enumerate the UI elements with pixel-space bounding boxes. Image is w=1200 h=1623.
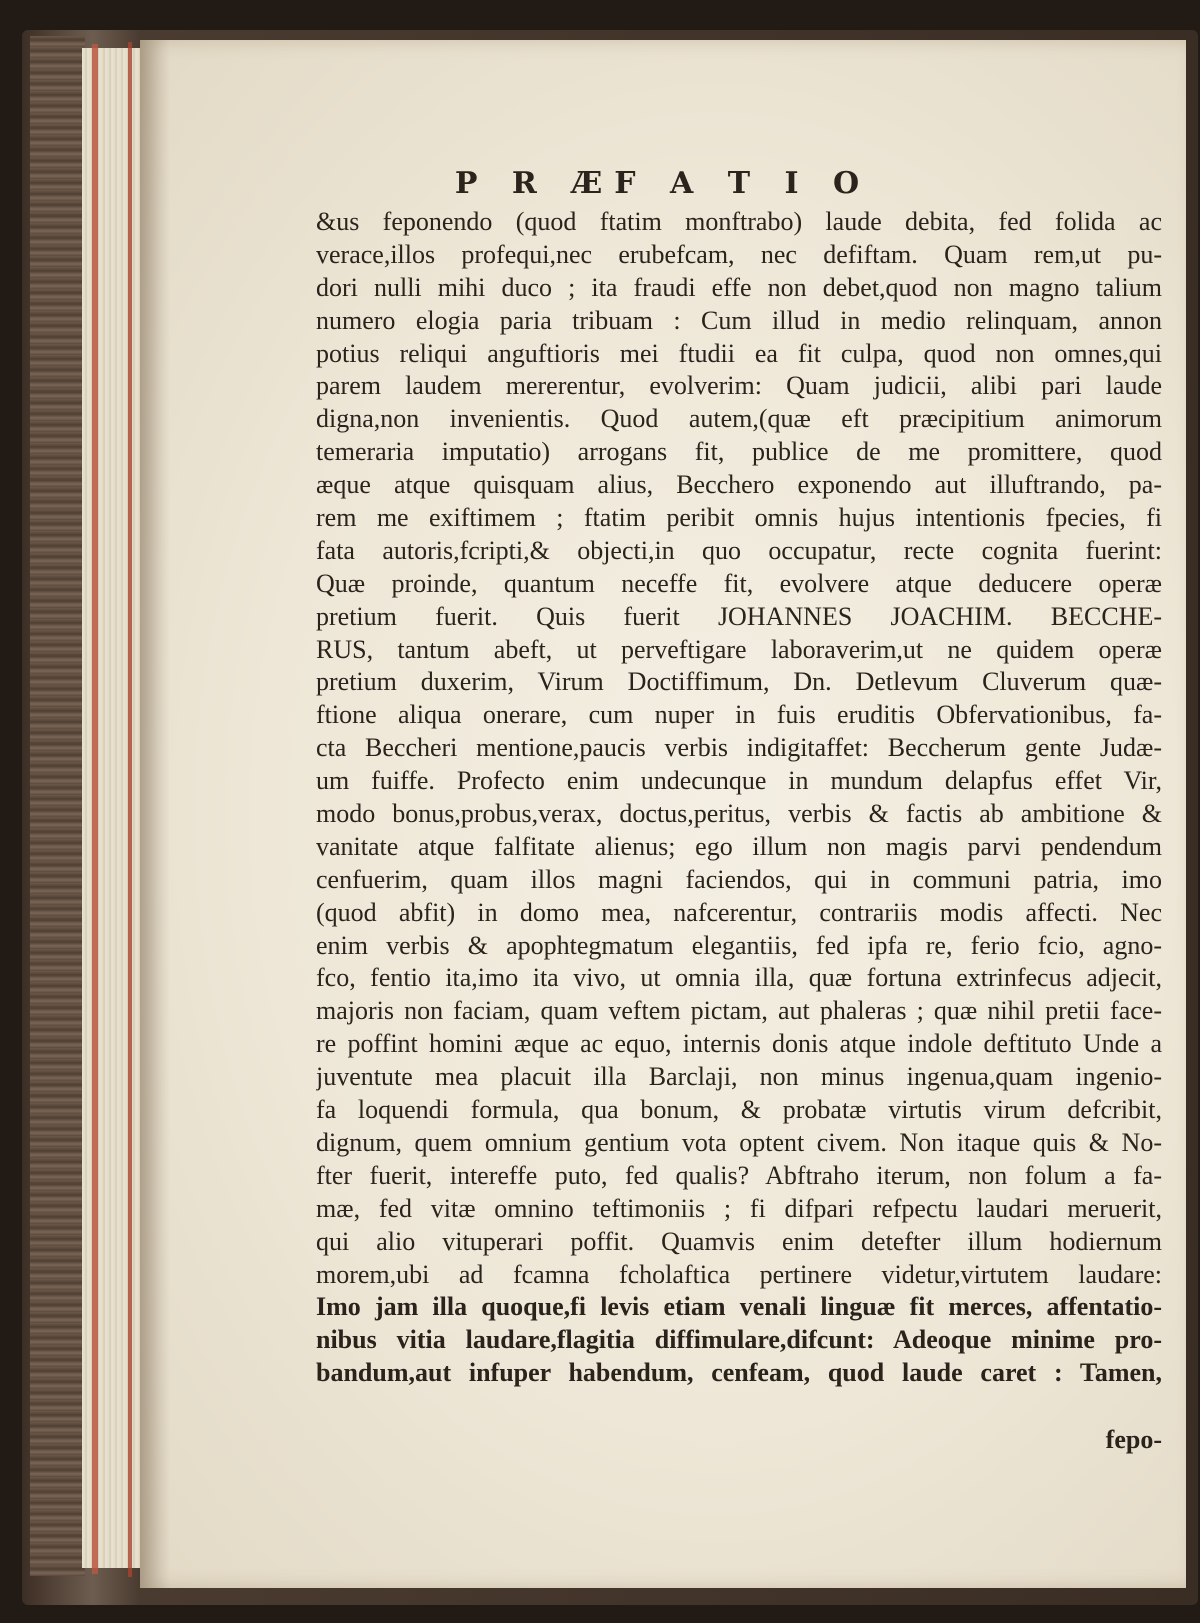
binding-edge	[30, 36, 85, 1576]
text-line: pretium duxerim, Virum Doctiffimum, Dn. Detlevum Cluverum quæ-	[316, 667, 1162, 697]
text-line: digna,non invenientis. Quod autem,(quæ eft præcipitium animorum	[316, 404, 1162, 434]
text-line: juventute mea placuit illa Barclaji, non minus ingenua,quam ingenio-	[316, 1062, 1162, 1092]
text-line: rem me exiftimem ; ftatim peribit omnis hujus intentionis fpecies, fi	[316, 503, 1162, 533]
text-line: fco, fentio ita,imo ita vivo, ut omnia illa, quæ fortuna extrinfecus adjecit,	[316, 963, 1162, 993]
text-line: majoris non faciam, quam veftem pictam, aut phaleras ; quæ nihil pretii face-	[316, 996, 1162, 1026]
text-line: parem laudem mererentur, evolverim: Quam judicii, alibi pari laude	[316, 371, 1162, 401]
text-line: temeraria imputatio) arrogans fit, publice de me promittere, quod	[316, 437, 1162, 467]
catchword: fepo-	[1105, 1425, 1162, 1454]
red-page-edge	[128, 42, 132, 1577]
text-line: numero elogia paria tribuam : Cum illud in medio relinquam, annon	[316, 305, 1162, 335]
text-line: vanitate atque falfitate alienus; ego illum non magis parvi pendendum	[316, 831, 1162, 861]
text-line: qui alio vituperari poffit. Quamvis enim detefter illum hodiernum	[316, 1226, 1162, 1256]
page-stack	[82, 48, 142, 1568]
text-line: Imo jam illa quoque,fi levis etiam venali linguæ fit merces, affentatio-	[316, 1292, 1162, 1322]
text-line: (quod abfit) in domo mea, nafcerentur, contrariis modis affecti. Nec	[316, 897, 1162, 927]
text-line: re poffint homini æque ac equo, internis donis atque indole deftituto Unde a	[316, 1029, 1162, 1059]
text-line: Quæ proinde, quantum neceffe fit, evolvere atque deducere operæ	[316, 568, 1162, 598]
text-line: um fuiffe. Profecto enim undecunque in mundum delapfus effet Vir,	[316, 766, 1162, 796]
text-line: RUS, tantum abeft, ut perveftigare laboraverim,ut ne quidem operæ	[316, 634, 1162, 664]
text-block	[316, 206, 1162, 1390]
text-line: dignum, quem omnium gentium vota optent civem. Non itaque quis & No-	[316, 1127, 1162, 1157]
text-line: fter fuerit, intereffe puto, fed qualis? Abftraho iterum, non folum a fa-	[316, 1160, 1162, 1190]
text-line: modo bonus,probus,verax, doctus,peritus, verbis & factis ab ambitione &	[316, 799, 1162, 829]
text-line: nibus vitia laudare,flagitia diffimulare,difcunt: Adeoque minime pro-	[316, 1325, 1162, 1355]
text-line: fata autoris,fcripti,& objecti,in quo occupatur, recte cognita fuerint:	[316, 535, 1162, 565]
text-line: cta Beccheri mentione,paucis verbis indigitaffet: Beccherum gente Judæ-	[316, 733, 1162, 763]
text-line: æque atque quisquam alius, Becchero exponendo aut illuftrando, pa-	[316, 470, 1162, 500]
text-line: bandum,aut infuper habendum, cenfeam, quod laude caret : Tamen,	[316, 1358, 1162, 1388]
red-page-edge	[92, 44, 98, 1574]
text-line: potius reliqui anguftioris mei ftudii ea fit culpa, quod non omnes,qui	[316, 338, 1162, 368]
text-line: mæ, fed vitæ omnino teftimoniis ; fi difpari refpectu laudari meruerit,	[316, 1193, 1162, 1223]
text-line: dori nulli mihi duco ; ita fraudi effe non debet,quod non magno talium	[316, 272, 1162, 302]
text-line: cenfuerim, quam illos magni faciendos, qui in communi patria, imo	[316, 864, 1162, 894]
text-line: morem,ubi ad fcamna fcholaftica pertinere videtur,virtutem laudare:	[316, 1259, 1162, 1289]
text-line: fa loquendi formula, qua bonum, & probatæ virtutis virum defcribit,	[316, 1095, 1162, 1125]
text-line: enim verbis & apophtegmatum elegantiis, fed ipfa re, ferio fcio, agno-	[316, 930, 1162, 960]
gutter-shadow	[140, 40, 170, 1588]
text-line: ftione aliqua onerare, cum nuper in fuis eruditis Obfervationibus, fa-	[316, 700, 1162, 730]
text-line: pretium fuerit. Quis fuerit JOHANNES JOACHIM. BECCHE-	[316, 601, 1162, 631]
running-head: P R ÆF A T I O	[454, 166, 872, 201]
text-line: verace,illos profequi,nec erubefcam, nec defiftam. Quam rem,ut pu-	[316, 239, 1162, 269]
text-line: &us feponendo (quod ftatim monftrabo) laude debita, fed folida ac	[316, 207, 1162, 236]
